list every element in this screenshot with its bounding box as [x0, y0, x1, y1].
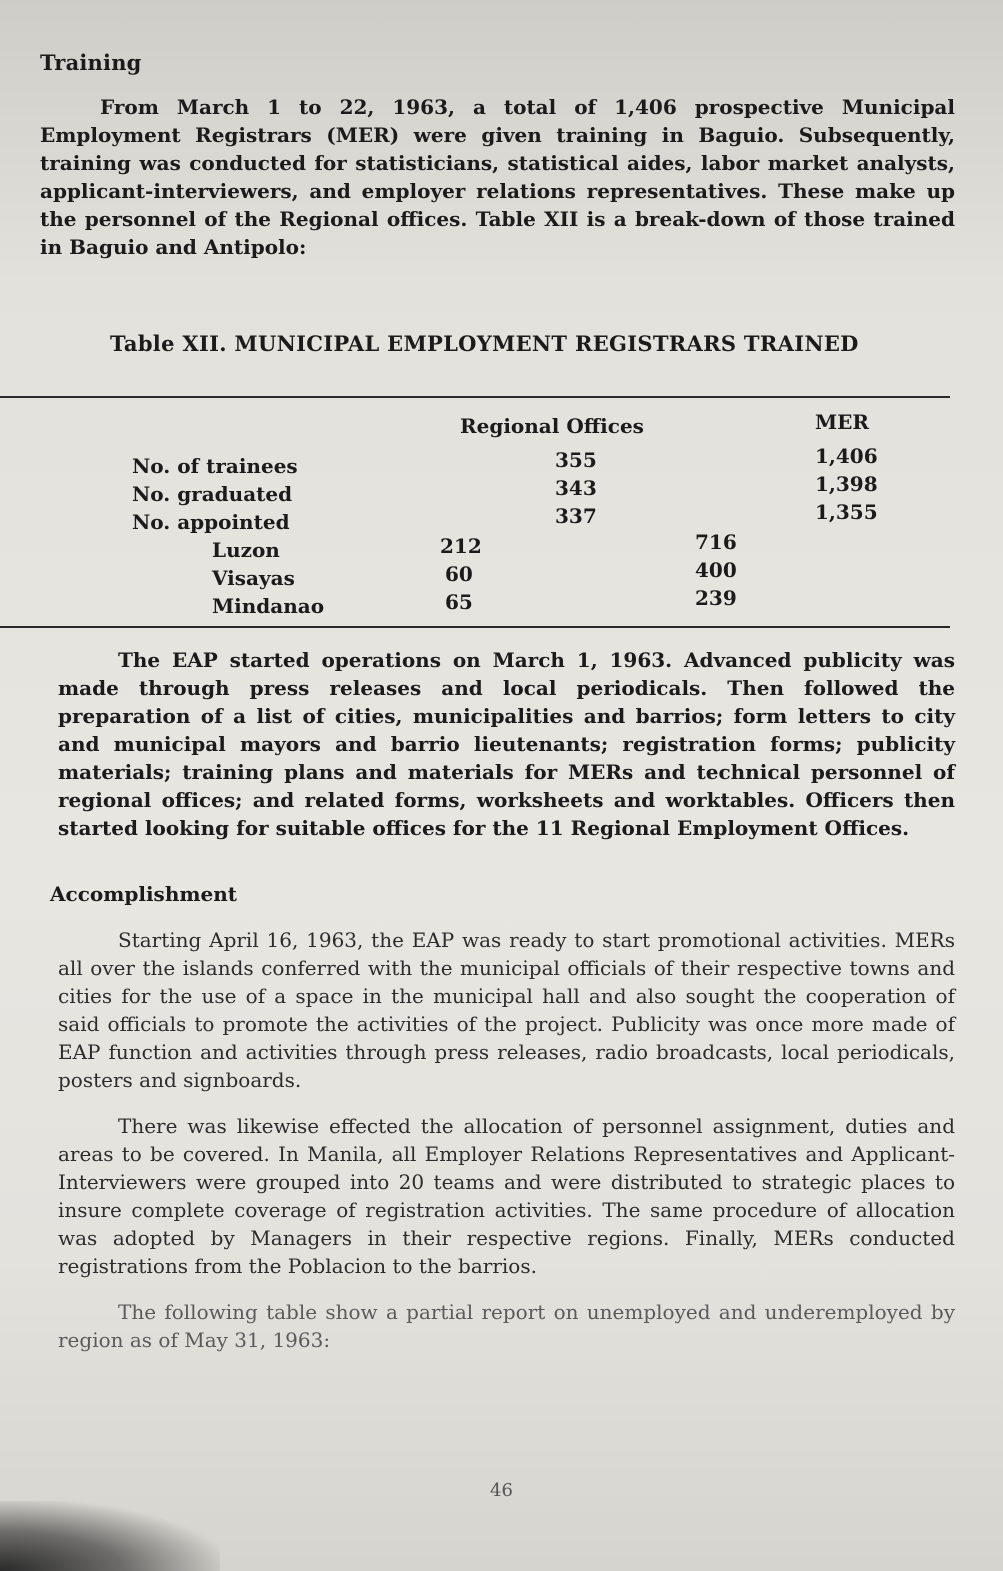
cell-mer: 1,406 — [815, 444, 878, 468]
sub-cell-mer: 400 — [695, 558, 737, 582]
cell-regional: 343 — [555, 476, 597, 500]
row-label: No. of trainees — [132, 454, 298, 478]
accomplishment-heading: Accomplishment — [50, 882, 238, 906]
accomplishment-paragraph-2: There was likewise effected the allocation of personnel assignment, duties and areas to be covered. In Manila, all Employer Relations Representatives and Applicant-Interviewers were grouped into 20 teams and were distributed to strategic places to insure complete coverage of registration activities. The same procedure of allocation was adopted by Managers in their respective regions. Finally, MERs conducted registrations from the Poblacion to the barrios. — [58, 1114, 955, 1278]
cell-regional: 337 — [555, 504, 597, 528]
page-number: 46 — [490, 1480, 513, 1501]
column-header-mer: MER — [815, 410, 870, 434]
sub-cell-regional: 65 — [445, 590, 473, 614]
cell-mer: 1,398 — [815, 472, 878, 496]
sub-cell-regional: 212 — [440, 534, 482, 558]
accomplishment-paragraph-1: Starting April 16, 1963, the EAP was ready to start promotional activities. MERs all over the islands conferred with the municipal officials of their respective towns and cities for the use of a space in the municipal hall and also sought the cooperation of said officials to promote the activities of the project. Publicity was once more made of EAP function and activities through press releases, radio broadcasts, local periodicals, posters and signboards. — [58, 928, 955, 1092]
row-label: No. graduated — [132, 482, 293, 506]
sub-cell-regional: 60 — [445, 562, 473, 586]
training-paragraph: From March 1 to 22, 1963, a total of 1,406 prospective Municipal Employment Registrars (MER) were given training in Baguio. Subsequently, training was conducted for statisticians, statistical aides, labor market analysts, applicant-interviewers, and employer relations representatives. These make up the personnel of the Regional offices. Table XII is a break-down of those trained in Baguio and Antipolo: — [40, 95, 955, 259]
accomplishment-paragraph-3: The following table show a partial report on unemployed and underemployed by region as of May 31, 1963: — [58, 1300, 955, 1352]
trainees-table — [40, 398, 955, 626]
sub-row-label: Mindanao — [212, 594, 325, 618]
table-title: Table XII. MUNICIPAL EMPLOYMENT REGISTRARS TRAINED — [110, 331, 859, 356]
cell-mer: 1,355 — [815, 500, 878, 524]
sub-row-label: Visayas — [212, 566, 295, 590]
sub-row-label: Luzon — [212, 538, 280, 562]
row-label: No. appointed — [132, 510, 290, 534]
page-shadow — [0, 1501, 220, 1571]
training-heading: Training — [40, 50, 142, 75]
sub-cell-mer: 239 — [695, 586, 737, 610]
sub-cell-mer: 716 — [695, 530, 737, 554]
operations-paragraph: The EAP started operations on March 1, 1963. Advanced publicity was made through press releases and local periodicals. Then followed the preparation of a list of cities, municipalities and barrios; form letters to city and municipal mayors and barrio lieutenants; registration forms; publicity materials; training plans and materials for MERs and technical personnel of regional offices; and related forms, worksheets and worktables. Officers then started looking for suitable offices for the 11 Regional Employment Offices. — [58, 648, 955, 840]
cell-regional: 355 — [555, 448, 597, 472]
page-content — [40, 50, 955, 1354]
column-header-regional-offices: Regional Offices — [460, 414, 644, 438]
